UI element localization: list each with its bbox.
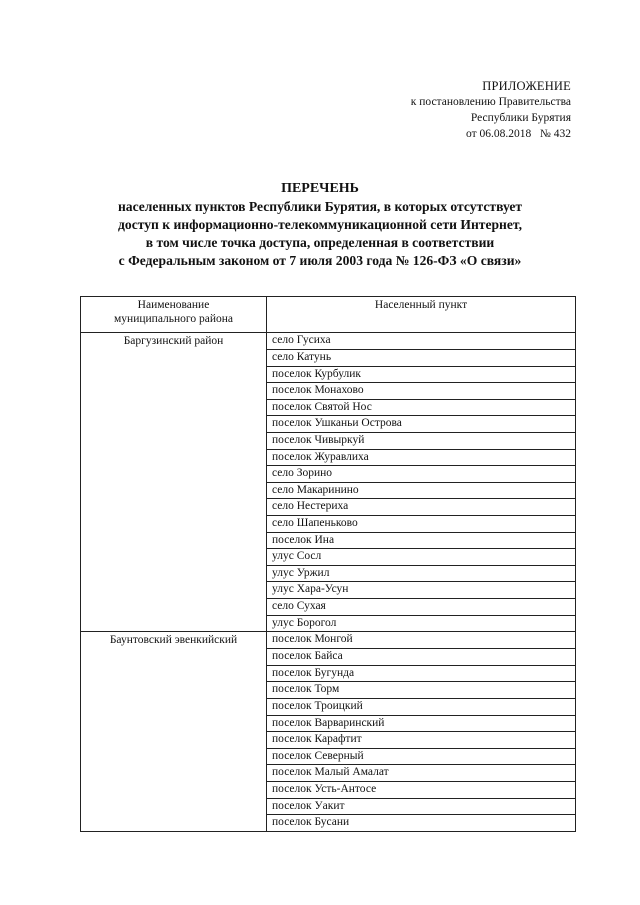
table-row [81, 366, 576, 383]
table-row [81, 632, 576, 649]
settlement-name: поселок Байса [267, 649, 576, 666]
table-row [81, 433, 576, 450]
district-cell-empty [81, 516, 267, 533]
settlement-name: село Сухая [267, 599, 576, 616]
table-row [81, 383, 576, 400]
table-row [81, 449, 576, 466]
district-cell-empty [81, 699, 267, 716]
district-cell-empty [81, 416, 267, 433]
table-row [81, 350, 576, 367]
appendix-line-republic: Республики Бурятия [470, 112, 571, 124]
district-cell-empty [81, 383, 267, 400]
district-cell-empty [81, 682, 267, 699]
table-row [81, 549, 576, 566]
settlement-name: село Нестериха [267, 499, 576, 516]
table-row [81, 748, 576, 765]
settlement-name: село Шапеньково [267, 516, 576, 533]
settlement-name: поселок Бугунда [267, 665, 576, 682]
district-cell-empty [81, 715, 267, 732]
settlement-name: поселок Журавлиха [267, 449, 576, 466]
settlement-name: село Зорино [267, 466, 576, 483]
table-row [81, 399, 576, 416]
district-cell-empty [81, 433, 267, 450]
district-cell-empty [81, 815, 267, 832]
table-row [81, 682, 576, 699]
table-row [81, 699, 576, 716]
table-row [81, 499, 576, 516]
district-cell-empty [81, 482, 267, 499]
district-cell-empty [81, 732, 267, 749]
table-row [81, 715, 576, 732]
table-row [81, 466, 576, 483]
heading-line-2: доступ к информационно-телекоммуникационной сети Интернет, [118, 217, 522, 232]
district-cell-empty [81, 366, 267, 383]
settlement-name: улус Уржил [267, 565, 576, 582]
settlement-name: поселок Чивыркуй [267, 433, 576, 450]
district-cell-empty [81, 565, 267, 582]
settlement-name: поселок Северный [267, 748, 576, 765]
district-cell-empty [81, 665, 267, 682]
settlement-name: поселок Малый Амалат [267, 765, 576, 782]
heading-line-3: в том числе точка доступа, определенная в соответствии [145, 235, 495, 250]
district-cell-empty [81, 582, 267, 599]
appendix-line-date-number: от 06.08.2018 № 432 [466, 128, 571, 140]
header-district-line-2: муниципального района [114, 313, 233, 325]
settlement-name: поселок Монахово [267, 383, 576, 400]
header-district-line-1: Наименование [137, 299, 210, 311]
district-name: Баргузинский район [81, 333, 267, 350]
settlement-name: поселок Святой Нос [267, 399, 576, 416]
table-row [81, 615, 576, 632]
settlement-name: село Макаринино [267, 482, 576, 499]
table-row [81, 565, 576, 582]
table-row [81, 482, 576, 499]
settlement-name: улус Сосл [267, 549, 576, 566]
table-header-row [81, 297, 576, 333]
table-body [81, 333, 576, 832]
appendix-block [411, 78, 571, 142]
district-cell-empty [81, 748, 267, 765]
table-row [81, 782, 576, 799]
settlement-name: поселок Карафтит [267, 732, 576, 749]
table-row [81, 599, 576, 616]
settlement-name: улус Борогол [267, 615, 576, 632]
settlement-name: поселок Торм [267, 682, 576, 699]
settlement-name: поселок Ушканьи Острова [267, 416, 576, 433]
table-row [81, 333, 576, 350]
district-cell-empty [81, 350, 267, 367]
table-row [81, 798, 576, 815]
district-cell-empty [81, 399, 267, 416]
appendix-line-decree: к постановлению Правительства [410, 96, 571, 108]
district-cell-empty [81, 549, 267, 566]
district-cell-empty [81, 649, 267, 666]
settlements-table [80, 296, 576, 832]
district-cell-empty [81, 466, 267, 483]
table-row [81, 815, 576, 832]
district-cell-empty [81, 782, 267, 799]
district-cell-empty [81, 765, 267, 782]
district-cell-empty [81, 599, 267, 616]
header-settlement: Населенный пункт [267, 297, 576, 333]
settlement-name: село Катунь [267, 350, 576, 367]
header-district [81, 297, 267, 333]
settlement-name: поселок Троицкий [267, 699, 576, 716]
table-row [81, 582, 576, 599]
heading-line-4: с Федеральным законом от 7 июля 2003 года № 126-ФЗ «О связи» [118, 253, 522, 268]
document-title: ПЕРЕЧЕНЬ [281, 181, 359, 196]
settlement-name: поселок Бусани [267, 815, 576, 832]
settlement-name: поселок Усть-Антосе [267, 782, 576, 799]
document-heading [60, 180, 580, 270]
district-name: Баунтовский эвенкийский [81, 632, 267, 649]
district-cell-empty [81, 615, 267, 632]
settlement-name: поселок Монгой [267, 632, 576, 649]
table-row [81, 765, 576, 782]
appendix-title: ПРИЛОЖЕНИЕ [482, 79, 571, 93]
district-cell-empty [81, 499, 267, 516]
table-row [81, 416, 576, 433]
settlement-name: село Гусиха [267, 333, 576, 350]
district-cell-empty [81, 798, 267, 815]
settlement-name: поселок Ина [267, 532, 576, 549]
settlement-name: поселок Уакит [267, 798, 576, 815]
table-row [81, 649, 576, 666]
table-row [81, 665, 576, 682]
settlement-name: поселок Варваринский [267, 715, 576, 732]
heading-line-1: населенных пунктов Республики Бурятия, в которых отсутствует [117, 199, 523, 214]
table-row [81, 532, 576, 549]
settlement-name: поселок Курбулик [267, 366, 576, 383]
table-row [81, 516, 576, 533]
district-cell-empty [81, 532, 267, 549]
settlement-name: улус Хара-Усун [267, 582, 576, 599]
district-cell-empty [81, 449, 267, 466]
table-row [81, 732, 576, 749]
